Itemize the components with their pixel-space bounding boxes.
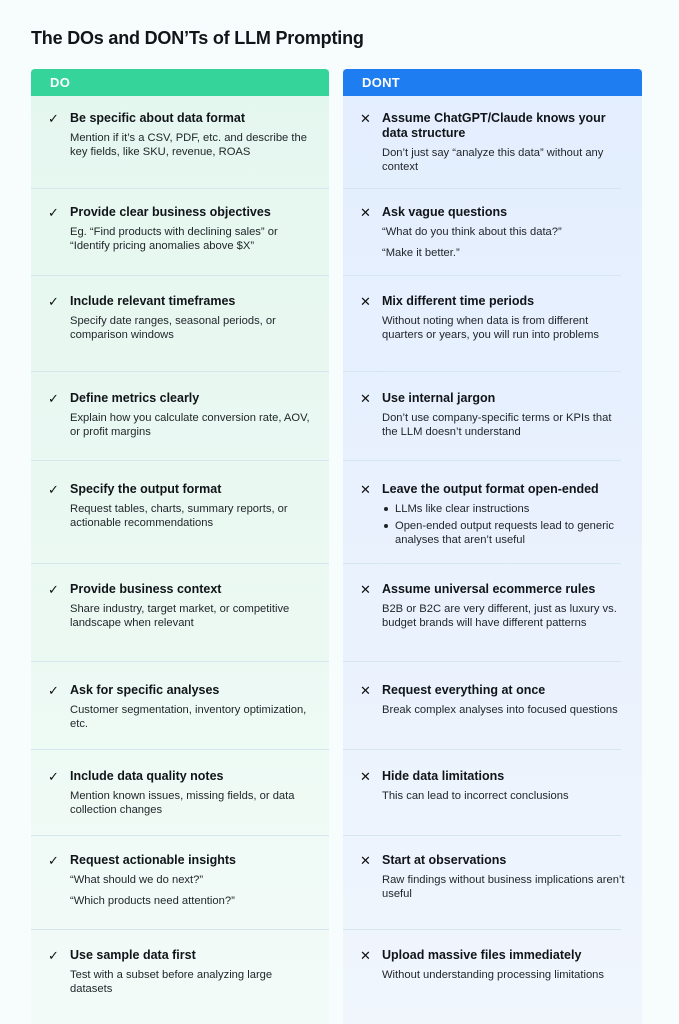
item-description: Explain how you calculate conversion rate, AOV, or profit margins: [70, 412, 310, 438]
do-item: [48, 582, 310, 630]
item-description: Request tables, charts, summary reports, or actionable recommendations: [70, 503, 288, 529]
item-description: This can lead to incorrect conclusions: [382, 790, 569, 802]
item-heading: Leave the output format open-ended: [382, 482, 599, 496]
do-item: [48, 111, 310, 159]
dont-item: [360, 482, 628, 550]
item-body: [382, 294, 628, 342]
item-body: [70, 582, 310, 630]
item-heading: Use internal jargon: [382, 391, 496, 405]
item-body: [70, 205, 310, 253]
item-body: [70, 294, 310, 342]
item-body: [382, 853, 628, 901]
row-divider: [31, 835, 329, 836]
row-divider: [31, 275, 329, 276]
row-divider: [343, 275, 621, 276]
item-description: “What should we do next?”: [70, 874, 204, 886]
item-description: Customer segmentation, inventory optimization, etc.: [70, 704, 307, 730]
item-heading: Define metrics clearly: [70, 391, 200, 405]
dont-column-header: DONT: [343, 69, 642, 96]
item-body: [70, 853, 310, 908]
row-divider: [31, 929, 329, 930]
item-description: Raw findings without business implications aren’t useful: [382, 874, 625, 900]
item-body: [70, 111, 310, 159]
do-item: [48, 769, 310, 817]
row-divider: [31, 661, 329, 662]
item-description: Without understanding processing limitations: [382, 969, 605, 981]
item-description: Don’t use company-specific terms or KPIs that the LLM doesn’t understand: [382, 412, 612, 438]
item-description: “Make it better.”: [382, 247, 460, 259]
dont-item: [360, 683, 628, 717]
cross-icon: ✕: [360, 853, 371, 868]
do-item: [48, 683, 310, 731]
cross-icon: ✕: [360, 205, 371, 220]
item-description: “What do you think about this data?”: [382, 226, 562, 238]
item-body: [70, 391, 310, 439]
item-body: [70, 769, 310, 817]
item-heading: Upload massive files immediately: [382, 948, 582, 962]
dont-item: [360, 948, 628, 982]
item-heading: Provide clear business objectives: [70, 205, 271, 219]
cross-icon: ✕: [360, 948, 371, 963]
item-description: Test with a subset before analyzing large datasets: [70, 969, 273, 995]
item-description: Share industry, target market, or competitive landscape when relevant: [70, 603, 290, 629]
dont-item: [360, 769, 628, 803]
row-divider: [343, 749, 621, 750]
item-heading: Request everything at once: [382, 683, 546, 697]
do-item: [48, 948, 310, 996]
item-heading: Request actionable insights: [70, 853, 237, 867]
cross-icon: ✕: [360, 391, 371, 406]
item-heading: Include data quality notes: [70, 769, 224, 783]
row-divider: [343, 661, 621, 662]
cross-icon: ✕: [360, 769, 371, 784]
item-description: Mention known issues, missing fields, or data collection changes: [70, 790, 295, 816]
do-item: [48, 294, 310, 342]
check-icon: ✓: [48, 391, 59, 406]
item-description: “Which products need attention?”: [70, 895, 235, 907]
check-icon: ✓: [48, 948, 59, 963]
row-divider: [343, 563, 621, 564]
check-icon: ✓: [48, 111, 59, 126]
item-body: [382, 769, 628, 803]
dont-item: [360, 111, 628, 174]
item-heading: Use sample data first: [70, 948, 196, 962]
row-divider: [343, 929, 621, 930]
dont-item: [360, 391, 628, 439]
do-item: [48, 853, 310, 908]
bullet-item: Open-ended output requests lead to generic analyses that aren’t useful: [382, 519, 628, 547]
page-title: The DOs and DON’Ts of LLM Prompting: [31, 28, 364, 48]
dont-item: [360, 294, 628, 342]
item-heading: Be specific about data format: [70, 111, 246, 125]
cross-icon: ✕: [360, 582, 371, 597]
cross-icon: ✕: [360, 482, 371, 497]
bullet-item: LLMs like clear instructions: [382, 502, 628, 516]
row-divider: [31, 371, 329, 372]
row-divider: [31, 563, 329, 564]
do-item: [48, 391, 310, 439]
row-divider: [31, 460, 329, 461]
row-divider: [343, 371, 621, 372]
item-body: [70, 948, 310, 996]
do-column-header: DO: [31, 69, 329, 96]
item-heading: Include relevant timeframes: [70, 294, 236, 308]
item-description: Without noting when data is from different quarters or years, you will run into problems: [382, 315, 600, 341]
item-body: [382, 683, 628, 717]
cross-icon: ✕: [360, 111, 371, 126]
item-description: B2B or B2C are very different, just as luxury vs. budget brands will have different patterns: [382, 603, 617, 629]
dont-item: [360, 205, 628, 260]
dont-item: [360, 853, 628, 901]
check-icon: ✓: [48, 683, 59, 698]
item-description: Break complex analyses into focused questions: [382, 704, 618, 716]
check-icon: ✓: [48, 853, 59, 868]
item-body: [382, 391, 628, 439]
item-body: [382, 948, 628, 982]
bullet-list: [382, 502, 628, 547]
check-icon: ✓: [48, 294, 59, 309]
item-heading: Specify the output format: [70, 482, 222, 496]
row-divider: [31, 188, 329, 189]
item-body: [382, 482, 628, 550]
item-body: [70, 683, 310, 731]
item-heading: Assume universal ecommerce rules: [382, 582, 596, 596]
check-icon: ✓: [48, 205, 59, 220]
item-body: [382, 205, 628, 260]
item-heading: Start at observations: [382, 853, 507, 867]
cross-icon: ✕: [360, 294, 371, 309]
check-icon: ✓: [48, 482, 59, 497]
item-heading: Provide business context: [70, 582, 222, 596]
check-icon: ✓: [48, 582, 59, 597]
item-body: [382, 582, 628, 630]
item-heading: Ask for specific analyses: [70, 683, 220, 697]
row-divider: [343, 188, 621, 189]
item-body: [382, 111, 628, 174]
item-description: Don’t just say “analyze this data” without any context: [382, 147, 604, 173]
item-description: Specify date ranges, seasonal periods, or comparison windows: [70, 315, 276, 341]
item-heading: Assume ChatGPT/Claude knows your data structure: [382, 111, 606, 140]
dont-item: [360, 582, 628, 630]
cross-icon: ✕: [360, 683, 371, 698]
row-divider: [31, 749, 329, 750]
row-divider: [343, 460, 621, 461]
do-item: [48, 205, 310, 253]
item-heading: Hide data limitations: [382, 769, 505, 783]
item-body: [70, 482, 310, 530]
row-divider: [343, 835, 621, 836]
do-item: [48, 482, 310, 530]
check-icon: ✓: [48, 769, 59, 784]
item-description: Mention if it’s a CSV, PDF, etc. and describe the key fields, like SKU, revenue, ROAS: [70, 132, 307, 158]
item-heading: Mix different time periods: [382, 294, 535, 308]
item-heading: Ask vague questions: [382, 205, 508, 219]
item-description: Eg. “Find products with declining sales” or “Identify pricing anomalies above $X”: [70, 226, 278, 252]
